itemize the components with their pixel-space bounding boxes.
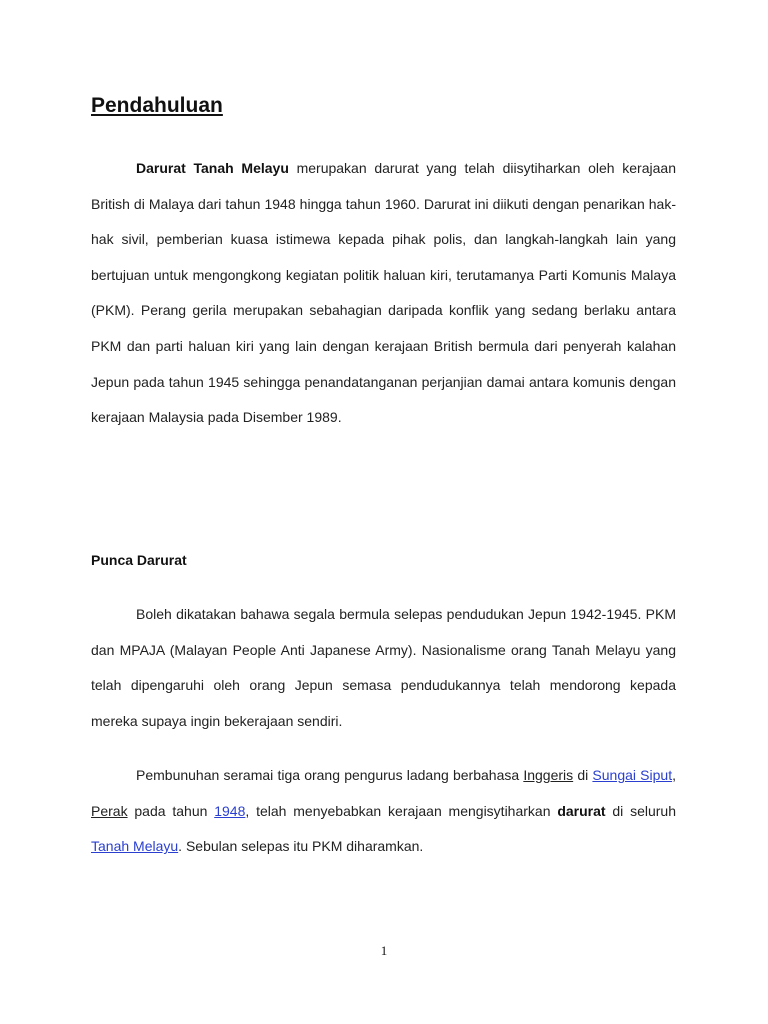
intro-paragraph — [91, 151, 676, 436]
text-segment: di seluruh — [605, 802, 676, 819]
tanah-melayu-link[interactable]: Tanah Melayu — [91, 838, 179, 855]
sungai-siput-link[interactable]: Sungai Siput — [592, 767, 673, 783]
intro-text: merupakan darurat yang telah diisytiharkan oleh kerajaan British di Malaya dari tahun 1948 hingga tahun 1960. Darurat ini diikuti dengan penarikan hak-hak sivil, pemberian kuasa istimewa kepada pihak polis, dan langkah-langkah lain yang bertujuan untuk mengongkong kegiatan politik haluan kiri, terutamanya Parti Komunis Malaya (PKM). Perang gerila merupakan sebahagian daripada konflik yang sedang berlaku antara PKM dan parti haluan kiri yang lain dengan kerajaan British bermula dari penyerah kalahan Jepun pada tahun 1945 sehingga penandatanganan perjanjian damai antara komunis dengan kerajaan Malaysia pada Disember 1989. — [91, 160, 676, 426]
section-heading: Punca Darurat — [91, 552, 187, 568]
section-paragraph-2 — [91, 758, 676, 865]
page-number: 1 — [380, 943, 388, 958]
text-segment: , — [672, 767, 676, 783]
text-segment: . Sebulan selepas itu PKM diharamkan. — [178, 838, 424, 855]
page-title: Pendahuluan — [91, 94, 223, 117]
perak-link-text[interactable]: Perak — [91, 802, 128, 819]
text-segment: di — [573, 767, 593, 783]
text-segment: Pembunuhan seramai tiga orang pengurus ladang berbahasa — [136, 767, 524, 783]
intro-term: Darurat Tanah Melayu — [136, 160, 289, 176]
darurat-term: darurat — [557, 802, 606, 819]
inggeris-link-text[interactable]: Inggeris — [523, 767, 574, 783]
section-paragraph-1: Boleh dikatakan bahawa segala bermula selepas pendudukan Jepun 1942-1945. PKM dan MPAJA (Malayan People Anti Japanese Army). Nasionalisme orang Tanah Melayu yang telah dipengaruhi oleh orang Jepun semasa pendudukannya telah mendorong kepada mereka supaya ingin bekerajaan sendiri. — [91, 606, 676, 729]
year-1948-link[interactable]: 1948 — [214, 802, 246, 819]
text-segment: pada tahun — [127, 802, 215, 819]
text-segment: , telah menyebabkan kerajaan mengisytiharkan — [245, 802, 558, 819]
